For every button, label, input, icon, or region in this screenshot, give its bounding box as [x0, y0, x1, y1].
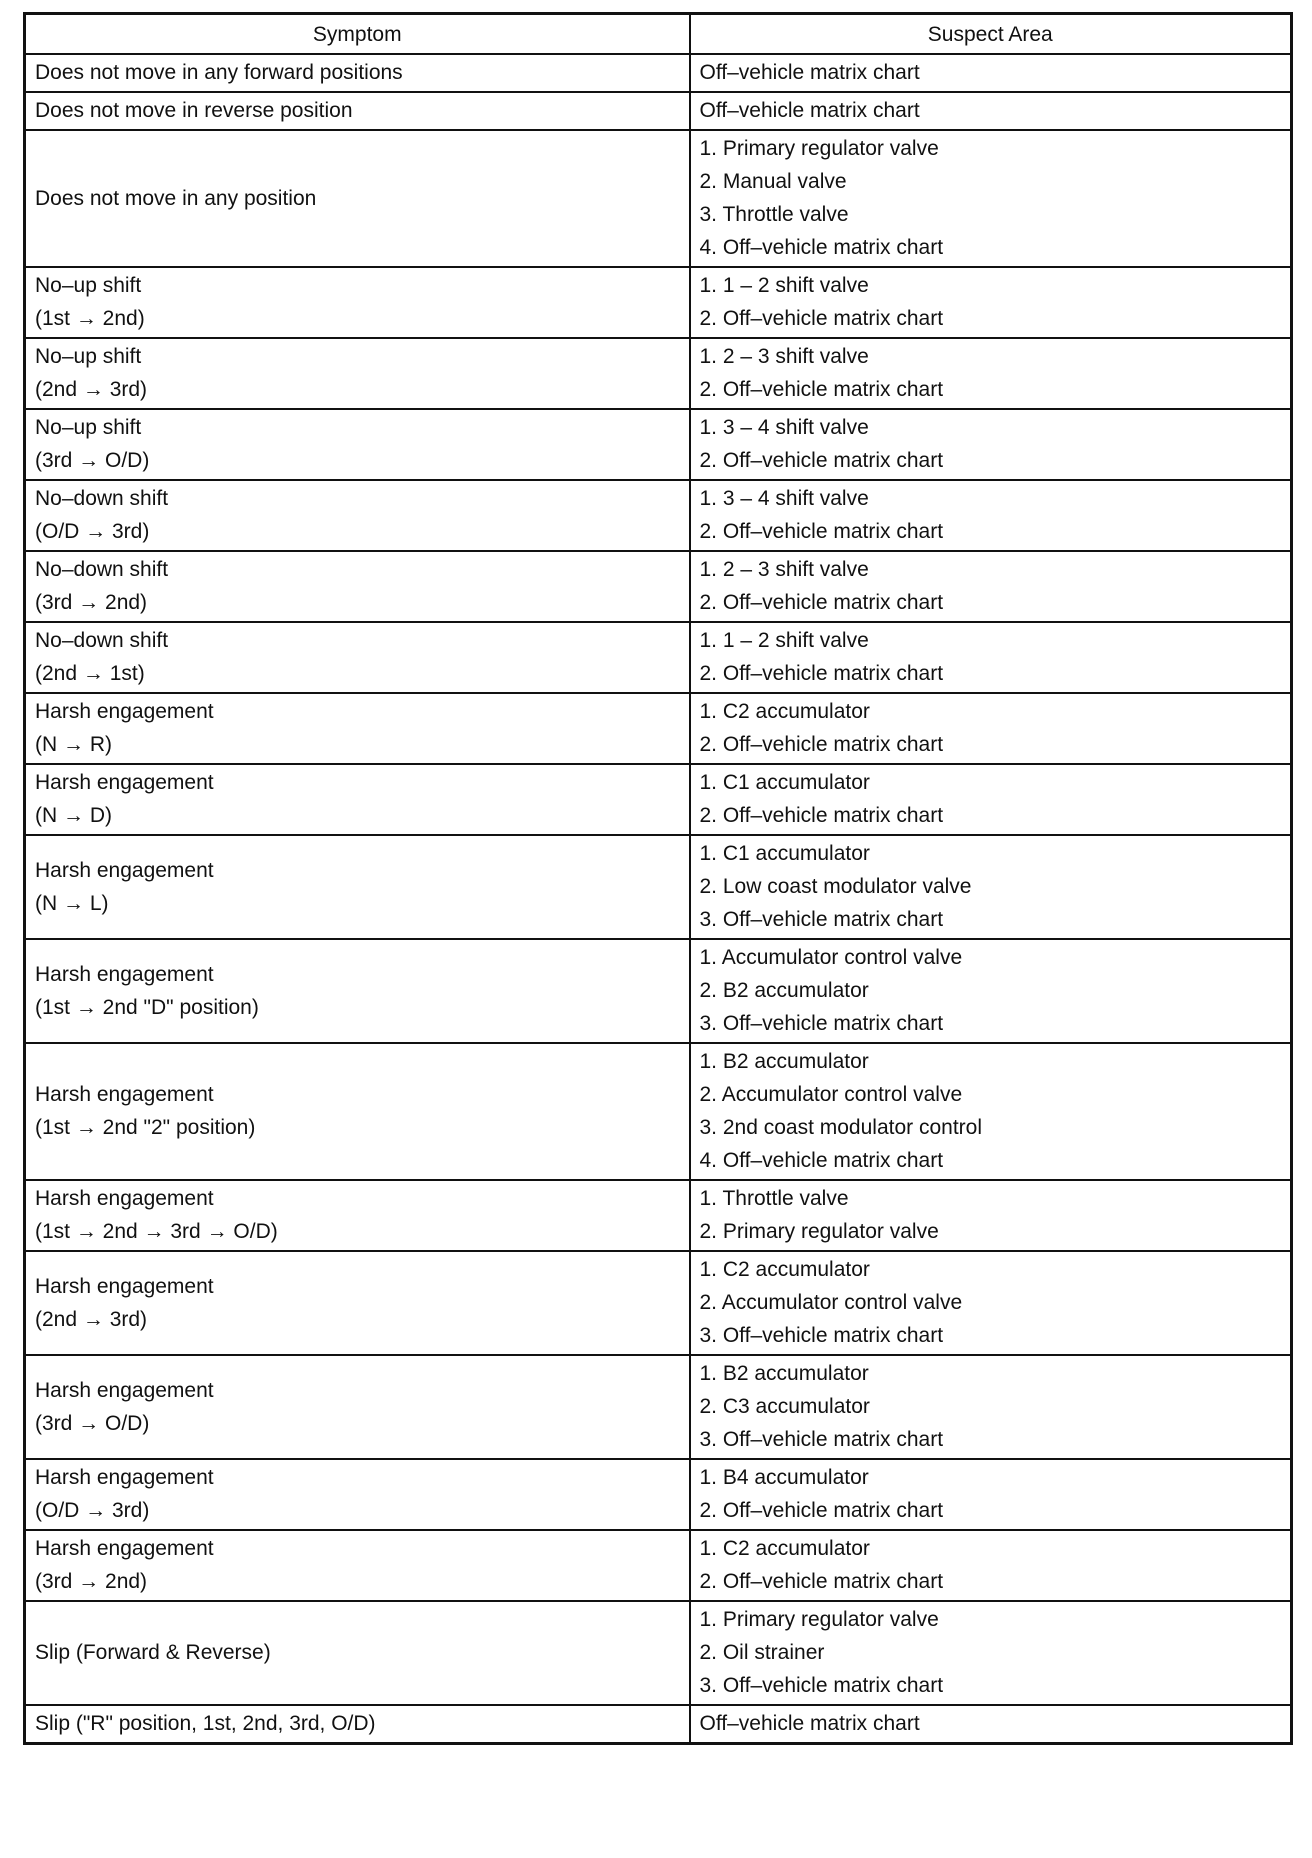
- suspect-area-cell: [690, 764, 1292, 835]
- symptom-text: (N → L): [35, 891, 109, 915]
- suspect-area-item: 2. Off–vehicle matrix chart: [699, 449, 944, 472]
- table-row: [25, 693, 1292, 764]
- symptom-text: No–up shift: [35, 345, 142, 368]
- suspect-area-item: 1. Throttle valve: [699, 1187, 849, 1210]
- symptom-cell: [25, 1705, 690, 1744]
- table-row: [25, 1601, 1292, 1705]
- symptom-text: (1st → 2nd): [35, 307, 145, 330]
- suspect-area-item: 1. 2 – 3 shift valve: [699, 558, 869, 581]
- suspect-area-item: 3. 2nd coast modulator control: [699, 1116, 982, 1139]
- table-row: [25, 835, 1292, 939]
- suspect-area-item: Off–vehicle matrix chart: [699, 61, 920, 84]
- symptom-text: Does not move in reverse position: [35, 99, 353, 122]
- symptom-text: (1st → 2nd → 3rd → O/D): [35, 1220, 278, 1243]
- symptom-cell: [25, 764, 690, 835]
- suspect-area-item: 3. Off–vehicle matrix chart: [699, 1012, 944, 1035]
- table-row: [25, 764, 1292, 835]
- suspect-area-cell: [690, 939, 1292, 1043]
- suspect-area-cell: [690, 54, 1292, 92]
- suspect-area-cell: [690, 92, 1292, 130]
- table-row: [25, 1705, 1292, 1744]
- symptom-cell: [25, 551, 690, 622]
- symptom-text: (3rd → O/D): [35, 449, 150, 472]
- symptom-cell: [25, 409, 690, 480]
- table-row: [25, 1530, 1292, 1601]
- symptom-cell: [25, 480, 690, 551]
- suspect-area-item: 2. Off–vehicle matrix chart: [699, 1499, 944, 1522]
- suspect-area-item: 4. Off–vehicle matrix chart: [699, 236, 944, 259]
- symptom-cell: [25, 1530, 690, 1601]
- symptom-cell: [25, 1180, 690, 1251]
- suspect-area-item: 3. Off–vehicle matrix chart: [699, 1428, 944, 1451]
- suspect-area-item: 1. 2 – 3 shift valve: [699, 345, 869, 368]
- symptom-text: (3rd → 2nd): [35, 1570, 148, 1593]
- suspect-area-cell: [690, 267, 1292, 338]
- suspect-area-cell: [690, 622, 1292, 693]
- symptom-cell: [25, 54, 690, 92]
- symptom-text: (2nd → 3rd): [35, 1307, 148, 1331]
- suspect-area-item: 2. Off–vehicle matrix chart: [699, 733, 944, 756]
- suspect-area-item: 2. Off–vehicle matrix chart: [699, 662, 944, 685]
- symptom-text: (2nd → 1st): [35, 662, 145, 685]
- suspect-area-item: 2. Primary regulator valve: [699, 1220, 939, 1243]
- suspect-area-item: 3. Off–vehicle matrix chart: [699, 1324, 944, 1347]
- suspect-area-item: 2. Off–vehicle matrix chart: [699, 591, 944, 614]
- symptom-text: Harsh engagement: [35, 1187, 214, 1210]
- suspect-area-item: 1. B2 accumulator: [699, 1362, 869, 1385]
- suspect-area-item: 1. 1 – 2 shift valve: [699, 274, 869, 297]
- symptom-text: No–up shift: [35, 416, 142, 439]
- suspect-area-item: 2. B2 accumulator: [699, 979, 869, 1002]
- symptom-cell: [25, 939, 690, 1043]
- suspect-area-item: 1. C1 accumulator: [699, 771, 870, 794]
- suspect-area-item: 1. Accumulator control valve: [699, 946, 963, 969]
- symptom-text: (1st → 2nd "2" position): [35, 1116, 256, 1139]
- table-row: [25, 1043, 1292, 1180]
- symptom-cell: [25, 622, 690, 693]
- suspect-area-item: 1. B4 accumulator: [699, 1466, 869, 1489]
- document-page: [23, 12, 1290, 1745]
- symptom-table: [23, 12, 1293, 1745]
- suspect-area-item: 3. Throttle valve: [699, 203, 849, 226]
- table-row: [25, 92, 1292, 130]
- symptom-text: Slip (Forward & Reverse): [35, 1641, 271, 1664]
- suspect-area-cell: [690, 835, 1292, 939]
- symptom-text: (2nd → 3rd): [35, 378, 148, 401]
- suspect-area-item: 2. C3 accumulator: [699, 1395, 870, 1418]
- table-row: [25, 54, 1292, 92]
- suspect-area-item: 2. Off–vehicle matrix chart: [699, 1570, 944, 1593]
- suspect-area-item: 4. Off–vehicle matrix chart: [699, 1149, 944, 1172]
- column-header-symptom: Symptom: [25, 14, 690, 55]
- suspect-area-item: 2. Manual valve: [699, 170, 847, 193]
- suspect-area-item: 3. Off–vehicle matrix chart: [699, 908, 944, 931]
- suspect-area-cell: [690, 338, 1292, 409]
- table-row: [25, 338, 1292, 409]
- suspect-area-item: 2. Off–vehicle matrix chart: [699, 804, 944, 827]
- suspect-area-item: 2. Off–vehicle matrix chart: [699, 520, 944, 543]
- symptom-cell: [25, 92, 690, 130]
- suspect-area-cell: [690, 409, 1292, 480]
- table-row: [25, 551, 1292, 622]
- table-row: [25, 480, 1292, 551]
- symptom-text: Does not move in any position: [35, 186, 317, 210]
- suspect-area-item: 1. 3 – 4 shift valve: [699, 416, 869, 439]
- symptom-text: Harsh engagement: [35, 771, 214, 794]
- symptom-cell: [25, 1251, 690, 1355]
- symptom-cell: [25, 338, 690, 409]
- symptom-cell: [25, 1043, 690, 1180]
- table-row: [25, 1180, 1292, 1251]
- suspect-area-cell: [690, 1601, 1292, 1705]
- suspect-area-cell: [690, 1530, 1292, 1601]
- suspect-area-item: 2. Off–vehicle matrix chart: [699, 378, 944, 401]
- suspect-area-cell: [690, 1180, 1292, 1251]
- symptom-text: (3rd → 2nd): [35, 591, 148, 614]
- table-row: [25, 267, 1292, 338]
- suspect-area-cell: [690, 1355, 1292, 1459]
- symptom-text: No–down shift: [35, 487, 169, 510]
- suspect-area-cell: [690, 551, 1292, 622]
- symptom-text: No–down shift: [35, 629, 169, 652]
- symptom-text: Harsh engagement: [35, 962, 214, 986]
- symptom-text: Harsh engagement: [35, 1274, 214, 1298]
- column-header-suspect-area: Suspect Area: [690, 14, 1292, 55]
- suspect-area-cell: [690, 1043, 1292, 1180]
- table-row: [25, 1251, 1292, 1355]
- suspect-area-item: 2. Low coast modulator valve: [699, 875, 972, 898]
- symptom-cell: [25, 1355, 690, 1459]
- table-header-row: [25, 14, 1292, 55]
- symptom-text: Harsh engagement: [35, 1378, 214, 1402]
- symptom-cell: [25, 1601, 690, 1705]
- suspect-area-cell: [690, 1459, 1292, 1530]
- symptom-text: (1st → 2nd "D" position): [35, 995, 259, 1019]
- suspect-area-item: 1. C1 accumulator: [699, 842, 870, 865]
- suspect-area-cell: [690, 1705, 1292, 1744]
- table-row: [25, 409, 1292, 480]
- suspect-area-cell: [690, 693, 1292, 764]
- table-body: [25, 54, 1292, 1744]
- symptom-text: Slip ("R" position, 1st, 2nd, 3rd, O/D): [35, 1712, 376, 1735]
- symptom-cell: [25, 1459, 690, 1530]
- suspect-area-item: 1. B2 accumulator: [699, 1050, 869, 1073]
- symptom-cell: [25, 130, 690, 267]
- suspect-area-item: 2. Oil strainer: [699, 1641, 825, 1664]
- symptom-text: Harsh engagement: [35, 1537, 214, 1560]
- symptom-text: Harsh engagement: [35, 1083, 214, 1106]
- suspect-area-item: 2. Off–vehicle matrix chart: [699, 307, 944, 330]
- table-row: [25, 1459, 1292, 1530]
- symptom-cell: [25, 835, 690, 939]
- symptom-cell: [25, 693, 690, 764]
- symptom-text: (O/D → 3rd): [35, 520, 150, 543]
- symptom-text: Harsh engagement: [35, 858, 214, 882]
- suspect-area-item: 1. Primary regulator valve: [699, 1608, 939, 1631]
- suspect-area-item: 1. C2 accumulator: [699, 700, 870, 723]
- symptom-text: (O/D → 3rd): [35, 1499, 150, 1522]
- suspect-area-item: 3. Off–vehicle matrix chart: [699, 1674, 944, 1697]
- symptom-text: No–up shift: [35, 274, 142, 297]
- table-row: [25, 939, 1292, 1043]
- suspect-area-item: 1. C2 accumulator: [699, 1258, 870, 1281]
- suspect-area-cell: [690, 1251, 1292, 1355]
- table-row: [25, 1355, 1292, 1459]
- suspect-area-item: 1. C2 accumulator: [699, 1537, 870, 1560]
- table-row: [25, 622, 1292, 693]
- symptom-text: (3rd → O/D): [35, 1411, 150, 1435]
- suspect-area-cell: [690, 130, 1292, 267]
- symptom-text: Does not move in any forward positions: [35, 61, 403, 84]
- symptom-text: Harsh engagement: [35, 1466, 214, 1489]
- suspect-area-item: 1. Primary regulator valve: [699, 137, 939, 160]
- suspect-area-item: 1. 1 – 2 shift valve: [699, 629, 869, 652]
- symptom-text: (N → D): [35, 804, 112, 827]
- symptom-text: No–down shift: [35, 558, 169, 581]
- suspect-area-cell: [690, 480, 1292, 551]
- suspect-area-item: Off–vehicle matrix chart: [699, 99, 920, 122]
- table-row: [25, 130, 1292, 267]
- suspect-area-item: Off–vehicle matrix chart: [699, 1712, 920, 1735]
- suspect-area-item: 2. Accumulator control valve: [699, 1083, 963, 1106]
- symptom-text: Harsh engagement: [35, 700, 214, 723]
- suspect-area-item: 2. Accumulator control valve: [699, 1291, 963, 1314]
- symptom-text: (N → R): [35, 733, 112, 756]
- suspect-area-item: 1. 3 – 4 shift valve: [699, 487, 869, 510]
- symptom-cell: [25, 267, 690, 338]
